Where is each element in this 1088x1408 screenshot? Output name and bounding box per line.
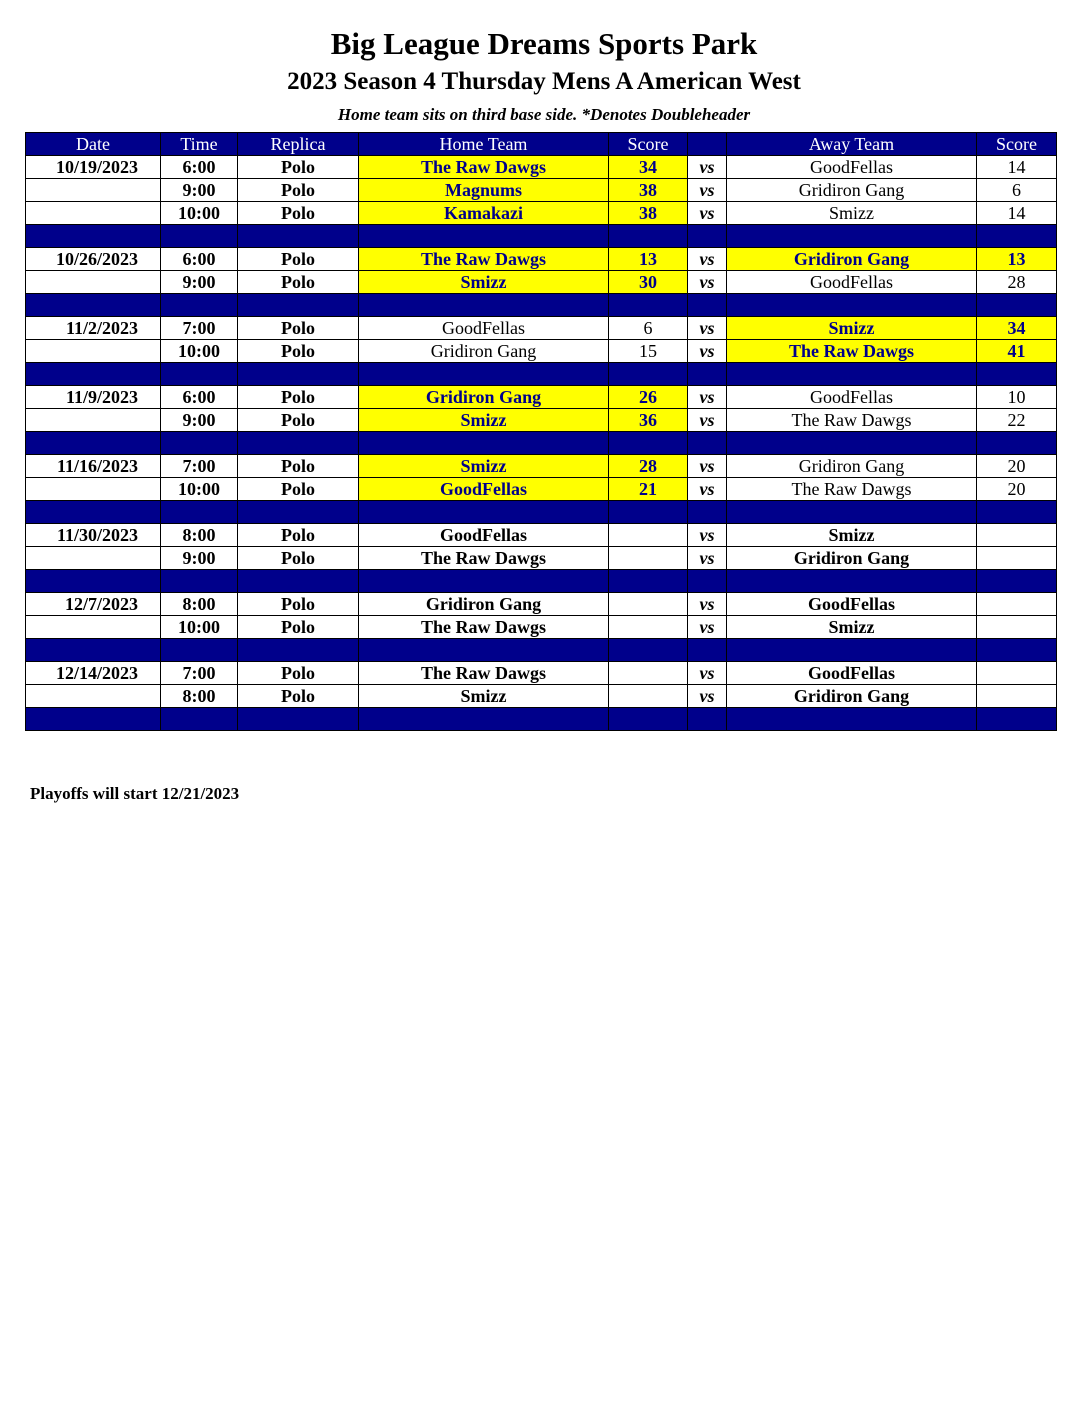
- home-team-cell: GoodFellas: [359, 478, 609, 501]
- playoffs-note: Playoffs will start 12/21/2023: [30, 784, 240, 803]
- replica-cell: Polo: [238, 317, 359, 340]
- home-score-cell: 21: [609, 478, 688, 501]
- away-team-cell: GoodFellas: [727, 593, 977, 616]
- separator-cell: [727, 225, 977, 248]
- separator-cell: [727, 363, 977, 386]
- column-header-time: Time: [161, 133, 238, 156]
- separator-cell: [977, 363, 1057, 386]
- time-cell: 10:00: [161, 202, 238, 225]
- away-team-cell: The Raw Dawgs: [727, 478, 977, 501]
- column-header-vs: [688, 133, 727, 156]
- table-row: [26, 455, 1057, 478]
- separator-cell: [688, 363, 727, 386]
- time-cell: 7:00: [161, 455, 238, 478]
- separator-cell: [977, 432, 1057, 455]
- away-team-cell: GoodFellas: [727, 662, 977, 685]
- away-score-cell: [977, 662, 1057, 685]
- time-cell: 6:00: [161, 386, 238, 409]
- separator-cell: [359, 294, 609, 317]
- separator-cell: [609, 363, 688, 386]
- home-team-cell: Smizz: [359, 409, 609, 432]
- time-cell: 7:00: [161, 317, 238, 340]
- separator-cell: [727, 432, 977, 455]
- away-score-cell: [977, 524, 1057, 547]
- separator-cell: [161, 501, 238, 524]
- away-team-cell: The Raw Dawgs: [727, 409, 977, 432]
- separator-cell: [727, 570, 977, 593]
- separator-cell: [609, 501, 688, 524]
- vs-cell: vs: [688, 271, 727, 294]
- vs-cell: vs: [688, 317, 727, 340]
- replica-cell: Polo: [238, 340, 359, 363]
- separator-cell: [359, 570, 609, 593]
- date-cell: 10/26/2023: [26, 248, 161, 271]
- date-cell: 12/14/2023: [26, 662, 161, 685]
- home-score-cell: [609, 662, 688, 685]
- replica-cell: Polo: [238, 616, 359, 639]
- table-row: [26, 248, 1057, 271]
- replica-cell: Polo: [238, 662, 359, 685]
- separator-cell: [161, 639, 238, 662]
- date-cell: [26, 478, 161, 501]
- away-score-cell: [977, 685, 1057, 708]
- away-team-cell: Smizz: [727, 317, 977, 340]
- date-cell: [26, 547, 161, 570]
- away-score-cell: 34: [977, 317, 1057, 340]
- home-team-cell: Smizz: [359, 685, 609, 708]
- time-cell: 9:00: [161, 409, 238, 432]
- replica-cell: Polo: [238, 386, 359, 409]
- away-score-cell: 14: [977, 156, 1057, 179]
- vs-cell: vs: [688, 179, 727, 202]
- away-team-cell: Smizz: [727, 616, 977, 639]
- time-cell: 8:00: [161, 685, 238, 708]
- time-cell: 10:00: [161, 478, 238, 501]
- column-header-away-team: Away Team: [727, 133, 977, 156]
- separator-cell: [977, 501, 1057, 524]
- date-cell: [26, 685, 161, 708]
- separator-cell: [688, 225, 727, 248]
- home-team-cell: Magnums: [359, 179, 609, 202]
- table-row: [26, 179, 1057, 202]
- separator-cell: [26, 363, 161, 386]
- schedule-body: [26, 156, 1057, 731]
- separator-cell: [727, 708, 977, 731]
- separator-cell: [161, 570, 238, 593]
- away-team-cell: Gridiron Gang: [727, 248, 977, 271]
- separator-cell: [688, 639, 727, 662]
- table-row: [26, 547, 1057, 570]
- home-score-cell: 38: [609, 179, 688, 202]
- home-team-cell: Smizz: [359, 455, 609, 478]
- time-cell: 9:00: [161, 547, 238, 570]
- page-note: Home team sits on third base side. *Denotes Doubleheader: [337, 105, 751, 124]
- separator-cell: [609, 570, 688, 593]
- replica-cell: Polo: [238, 478, 359, 501]
- date-cell: [26, 202, 161, 225]
- separator-cell: [977, 639, 1057, 662]
- away-team-cell: Smizz: [727, 524, 977, 547]
- separator-cell: [609, 639, 688, 662]
- home-team-cell: GoodFellas: [359, 317, 609, 340]
- away-score-cell: 6: [977, 179, 1057, 202]
- home-score-cell: 36: [609, 409, 688, 432]
- away-score-cell: 10: [977, 386, 1057, 409]
- away-team-cell: Gridiron Gang: [727, 179, 977, 202]
- date-cell: [26, 271, 161, 294]
- separator-cell: [977, 570, 1057, 593]
- home-score-cell: 34: [609, 156, 688, 179]
- table-row: [26, 317, 1057, 340]
- separator-cell: [26, 570, 161, 593]
- vs-cell: vs: [688, 409, 727, 432]
- separator-cell: [977, 294, 1057, 317]
- separator-cell: [977, 708, 1057, 731]
- separator-row: [26, 363, 1057, 386]
- separator-cell: [688, 432, 727, 455]
- away-score-cell: 20: [977, 478, 1057, 501]
- replica-cell: Polo: [238, 409, 359, 432]
- home-score-cell: 13: [609, 248, 688, 271]
- separator-cell: [238, 432, 359, 455]
- date-cell: [26, 616, 161, 639]
- separator-cell: [161, 294, 238, 317]
- away-team-cell: The Raw Dawgs: [727, 340, 977, 363]
- home-score-cell: [609, 685, 688, 708]
- away-score-cell: 14: [977, 202, 1057, 225]
- separator-cell: [359, 708, 609, 731]
- time-cell: 10:00: [161, 616, 238, 639]
- vs-cell: vs: [688, 616, 727, 639]
- home-score-cell: 38: [609, 202, 688, 225]
- replica-cell: Polo: [238, 202, 359, 225]
- date-cell: 10/19/2023: [26, 156, 161, 179]
- time-cell: 9:00: [161, 271, 238, 294]
- away-score-cell: 28: [977, 271, 1057, 294]
- separator-row: [26, 294, 1057, 317]
- date-cell: [26, 179, 161, 202]
- table-row: [26, 409, 1057, 432]
- separator-cell: [238, 708, 359, 731]
- separator-cell: [161, 225, 238, 248]
- date-cell: [26, 409, 161, 432]
- away-score-cell: [977, 616, 1057, 639]
- date-cell: 12/7/2023: [26, 593, 161, 616]
- vs-cell: vs: [688, 524, 727, 547]
- away-team-cell: Gridiron Gang: [727, 685, 977, 708]
- table-row: [26, 340, 1057, 363]
- separator-row: [26, 570, 1057, 593]
- separator-cell: [688, 501, 727, 524]
- home-score-cell: 6: [609, 317, 688, 340]
- away-score-cell: 22: [977, 409, 1057, 432]
- separator-cell: [161, 708, 238, 731]
- replica-cell: Polo: [238, 271, 359, 294]
- separator-cell: [238, 294, 359, 317]
- home-team-cell: The Raw Dawgs: [359, 662, 609, 685]
- home-score-cell: 30: [609, 271, 688, 294]
- replica-cell: Polo: [238, 455, 359, 478]
- away-score-cell: 13: [977, 248, 1057, 271]
- table-row: [26, 202, 1057, 225]
- vs-cell: vs: [688, 478, 727, 501]
- separator-row: [26, 708, 1057, 731]
- separator-cell: [727, 294, 977, 317]
- separator-cell: [238, 363, 359, 386]
- home-score-cell: [609, 616, 688, 639]
- separator-row: [26, 225, 1057, 248]
- home-team-cell: Gridiron Gang: [359, 340, 609, 363]
- vs-cell: vs: [688, 593, 727, 616]
- vs-cell: vs: [688, 386, 727, 409]
- vs-cell: vs: [688, 340, 727, 363]
- home-score-cell: 28: [609, 455, 688, 478]
- home-score-cell: 15: [609, 340, 688, 363]
- separator-cell: [26, 432, 161, 455]
- vs-cell: vs: [688, 455, 727, 478]
- vs-cell: vs: [688, 662, 727, 685]
- away-team-cell: GoodFellas: [727, 386, 977, 409]
- separator-cell: [688, 570, 727, 593]
- separator-cell: [238, 225, 359, 248]
- vs-cell: vs: [688, 685, 727, 708]
- replica-cell: Polo: [238, 685, 359, 708]
- time-cell: 8:00: [161, 524, 238, 547]
- page-subtitle: 2023 Season 4 Thursday Mens A American West: [287, 68, 801, 95]
- time-cell: 7:00: [161, 662, 238, 685]
- away-team-cell: GoodFellas: [727, 271, 977, 294]
- home-score-cell: [609, 547, 688, 570]
- separator-cell: [359, 225, 609, 248]
- date-cell: 11/2/2023: [26, 317, 161, 340]
- table-row: [26, 593, 1057, 616]
- separator-cell: [359, 639, 609, 662]
- separator-cell: [238, 570, 359, 593]
- time-cell: 6:00: [161, 248, 238, 271]
- column-header-home-team: Home Team: [359, 133, 609, 156]
- replica-cell: Polo: [238, 593, 359, 616]
- separator-cell: [727, 639, 977, 662]
- home-team-cell: The Raw Dawgs: [359, 156, 609, 179]
- separator-cell: [161, 432, 238, 455]
- separator-row: [26, 501, 1057, 524]
- column-header-home-score: Score: [609, 133, 688, 156]
- separator-cell: [688, 708, 727, 731]
- home-score-cell: [609, 524, 688, 547]
- separator-cell: [161, 363, 238, 386]
- home-team-cell: Kamakazi: [359, 202, 609, 225]
- replica-cell: Polo: [238, 156, 359, 179]
- column-header-date: Date: [26, 133, 161, 156]
- away-score-cell: [977, 547, 1057, 570]
- separator-cell: [26, 294, 161, 317]
- home-team-cell: GoodFellas: [359, 524, 609, 547]
- away-score-cell: [977, 593, 1057, 616]
- date-cell: 11/16/2023: [26, 455, 161, 478]
- home-team-cell: Gridiron Gang: [359, 386, 609, 409]
- vs-cell: vs: [688, 202, 727, 225]
- home-score-cell: 26: [609, 386, 688, 409]
- away-score-cell: 41: [977, 340, 1057, 363]
- date-cell: 11/30/2023: [26, 524, 161, 547]
- separator-cell: [609, 708, 688, 731]
- schedule-table: [25, 132, 1057, 731]
- replica-cell: Polo: [238, 524, 359, 547]
- separator-cell: [26, 708, 161, 731]
- separator-cell: [26, 225, 161, 248]
- separator-cell: [26, 639, 161, 662]
- away-team-cell: Smizz: [727, 202, 977, 225]
- table-row: [26, 271, 1057, 294]
- vs-cell: vs: [688, 248, 727, 271]
- separator-cell: [359, 501, 609, 524]
- separator-cell: [359, 363, 609, 386]
- away-team-cell: Gridiron Gang: [727, 455, 977, 478]
- table-row: [26, 524, 1057, 547]
- vs-cell: vs: [688, 156, 727, 179]
- table-row: [26, 156, 1057, 179]
- table-row: [26, 662, 1057, 685]
- table-row: [26, 478, 1057, 501]
- separator-cell: [688, 294, 727, 317]
- date-cell: 11/9/2023: [26, 386, 161, 409]
- separator-cell: [609, 432, 688, 455]
- table-row: [26, 616, 1057, 639]
- replica-cell: Polo: [238, 547, 359, 570]
- separator-cell: [727, 501, 977, 524]
- separator-cell: [26, 501, 161, 524]
- home-team-cell: Smizz: [359, 271, 609, 294]
- separator-row: [26, 639, 1057, 662]
- date-cell: [26, 340, 161, 363]
- column-header-away-score: Score: [977, 133, 1057, 156]
- column-header-replica: Replica: [238, 133, 359, 156]
- separator-cell: [238, 639, 359, 662]
- home-score-cell: [609, 593, 688, 616]
- separator-cell: [359, 432, 609, 455]
- replica-cell: Polo: [238, 179, 359, 202]
- time-cell: 9:00: [161, 179, 238, 202]
- replica-cell: Polo: [238, 248, 359, 271]
- home-team-cell: Gridiron Gang: [359, 593, 609, 616]
- separator-cell: [977, 225, 1057, 248]
- home-team-cell: The Raw Dawgs: [359, 248, 609, 271]
- separator-cell: [609, 294, 688, 317]
- away-team-cell: Gridiron Gang: [727, 547, 977, 570]
- separator-cell: [238, 501, 359, 524]
- home-team-cell: The Raw Dawgs: [359, 616, 609, 639]
- time-cell: 8:00: [161, 593, 238, 616]
- separator-row: [26, 432, 1057, 455]
- table-header-row: [26, 133, 1057, 156]
- table-row: [26, 386, 1057, 409]
- away-team-cell: GoodFellas: [727, 156, 977, 179]
- page-title: Big League Dreams Sports Park: [330, 26, 758, 61]
- home-team-cell: The Raw Dawgs: [359, 547, 609, 570]
- away-score-cell: 20: [977, 455, 1057, 478]
- time-cell: 6:00: [161, 156, 238, 179]
- table-row: [26, 685, 1057, 708]
- time-cell: 10:00: [161, 340, 238, 363]
- separator-cell: [609, 225, 688, 248]
- vs-cell: vs: [688, 547, 727, 570]
